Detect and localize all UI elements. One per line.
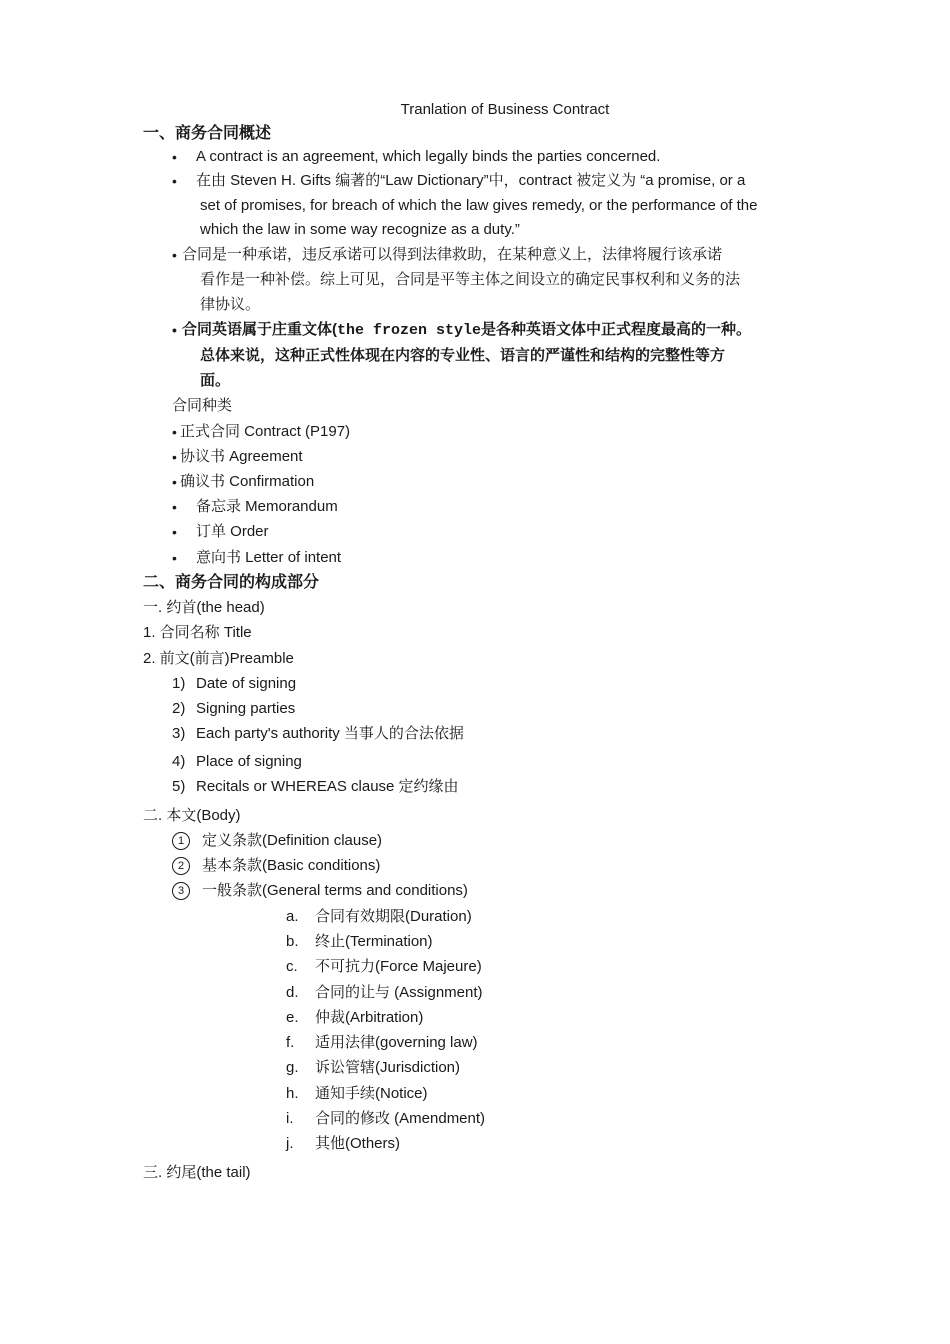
paragraph-1: A contract is an agreement, which legally binds the parties concerned.: [196, 148, 661, 165]
contract-type-item: 正式合同 Contract (P197): [180, 423, 351, 440]
general-term-letter: e.: [286, 1009, 299, 1026]
bullet-icon: •: [172, 247, 177, 263]
preamble-text: Date of signing: [196, 675, 297, 692]
paragraph-3-line3: 律协议。: [200, 296, 261, 313]
general-term-letter: g.: [286, 1059, 299, 1076]
general-term-text: 诉讼管辖(Jurisdiction): [315, 1059, 461, 1076]
title-item: 1. 合同名称 Title: [143, 624, 252, 641]
paragraph-4-line1: [182, 320, 751, 341]
general-term-text: 其他(Others): [315, 1135, 401, 1152]
body-item: [172, 831, 382, 851]
preamble-number: 5): [172, 778, 186, 795]
contract-head-heading: 一. 约首(the head): [143, 599, 265, 616]
preamble-text: Recitals or WHEREAS clause 定约缘由: [196, 778, 459, 795]
general-term-text: 合同的修改 (Amendment): [315, 1110, 486, 1127]
contract-type-item: 确议书 Confirmation: [180, 473, 315, 490]
contract-type-item: 协议书 Agreement: [180, 448, 303, 465]
bullet-icon: •: [172, 149, 177, 165]
preamble-number: 3): [172, 725, 186, 742]
general-term-letter: b.: [286, 933, 299, 950]
bullet-icon: •: [172, 499, 177, 515]
circled-number: 3: [172, 882, 190, 900]
general-term-letter: i.: [286, 1110, 294, 1127]
contract-type-item: 订单 Order: [196, 523, 269, 540]
bullet-icon: •: [172, 474, 177, 490]
paragraph-4-pre: 合同英语属于庄重文体(: [182, 321, 337, 338]
body-item: [172, 856, 380, 876]
contract-tail-heading: 三. 约尾(the tail): [143, 1164, 251, 1181]
preamble-text: Place of signing: [196, 753, 302, 770]
paragraph-2-line2: set of promises, for breach of which the law gives remedy, or the performance of the: [200, 197, 758, 214]
paragraph-4-post: 是各种英语文体中正式程度最高的一种。: [481, 321, 752, 338]
preamble-item: 2. 前文(前言)Preamble: [143, 650, 294, 667]
general-term-letter: f.: [286, 1034, 295, 1051]
contract-type-item: 备忘录 Memorandum: [196, 498, 338, 515]
paragraph-4-line2: 总体来说，这种正式性体现在内容的专业性、语言的严谨性和结构的完整性等方: [200, 347, 726, 364]
general-term-text: 合同有效期限(Duration): [315, 908, 472, 925]
bullet-icon: •: [172, 524, 177, 540]
body-heading: 二. 本文(Body): [143, 807, 241, 824]
bullet-icon: •: [172, 322, 177, 338]
bullet-icon: •: [172, 550, 177, 566]
paragraph-3-line2: 看作是一种补偿。综上可见，合同是平等主体之间设立的确定民事权利和义务的法: [200, 271, 741, 288]
body-item-text: 定义条款(Definition clause): [202, 832, 383, 849]
paragraph-4-code: the frozen style: [337, 322, 482, 339]
general-term-text: 适用法律(governing law): [315, 1034, 478, 1051]
general-term-letter: d.: [286, 984, 299, 1001]
general-term-letter: c.: [286, 958, 298, 975]
paragraph-3-line1: 合同是一种承诺，违反承诺可以得到法律救助，在某种意义上，法律将履行该承诺: [182, 246, 723, 263]
body-item: [172, 881, 468, 901]
contract-types-heading: 合同种类: [172, 397, 233, 414]
preamble-number: 2): [172, 700, 186, 717]
preamble-number: 4): [172, 753, 186, 770]
paragraph-2-line1: 在由 Steven H. Gifts 编著的“Law Dictionary”中，contract 被定义为 “a promise, or a: [196, 172, 746, 189]
paragraph-4-line3: 面。: [200, 372, 231, 389]
paragraph-2-line3: which the law in some way recognize as a duty.”: [200, 221, 520, 238]
general-term-letter: a.: [286, 908, 299, 925]
general-term-text: 通知手续(Notice): [315, 1085, 428, 1102]
general-term-text: 合同的让与 (Assignment): [315, 984, 483, 1001]
bullet-icon: •: [172, 449, 177, 465]
general-term-letter: h.: [286, 1085, 299, 1102]
bullet-icon: •: [172, 424, 177, 440]
general-term-letter: j.: [286, 1135, 294, 1152]
general-term-text: 仲裁(Arbitration): [315, 1009, 424, 1026]
contract-type-item: 意向书 Letter of intent: [196, 549, 342, 566]
preamble-text: Signing parties: [196, 700, 296, 717]
preamble-text: Each party's authority 当事人的合法依据: [196, 725, 464, 742]
circled-number: 1: [172, 832, 190, 850]
bullet-icon: •: [172, 173, 177, 189]
circled-number: 2: [172, 857, 190, 875]
body-item-text: 一般条款(General terms and conditions): [202, 882, 468, 899]
section1-heading: 一、商务合同概述: [143, 125, 272, 142]
document-title: Tranlation of Business Contract: [400, 101, 610, 118]
preamble-number: 1): [172, 675, 186, 692]
general-term-text: 终止(Termination): [315, 933, 433, 950]
section2-heading: 二、商务合同的构成部分: [143, 574, 320, 591]
general-term-text: 不可抗力(Force Majeure): [315, 958, 482, 975]
body-item-text: 基本条款(Basic conditions): [202, 857, 381, 874]
